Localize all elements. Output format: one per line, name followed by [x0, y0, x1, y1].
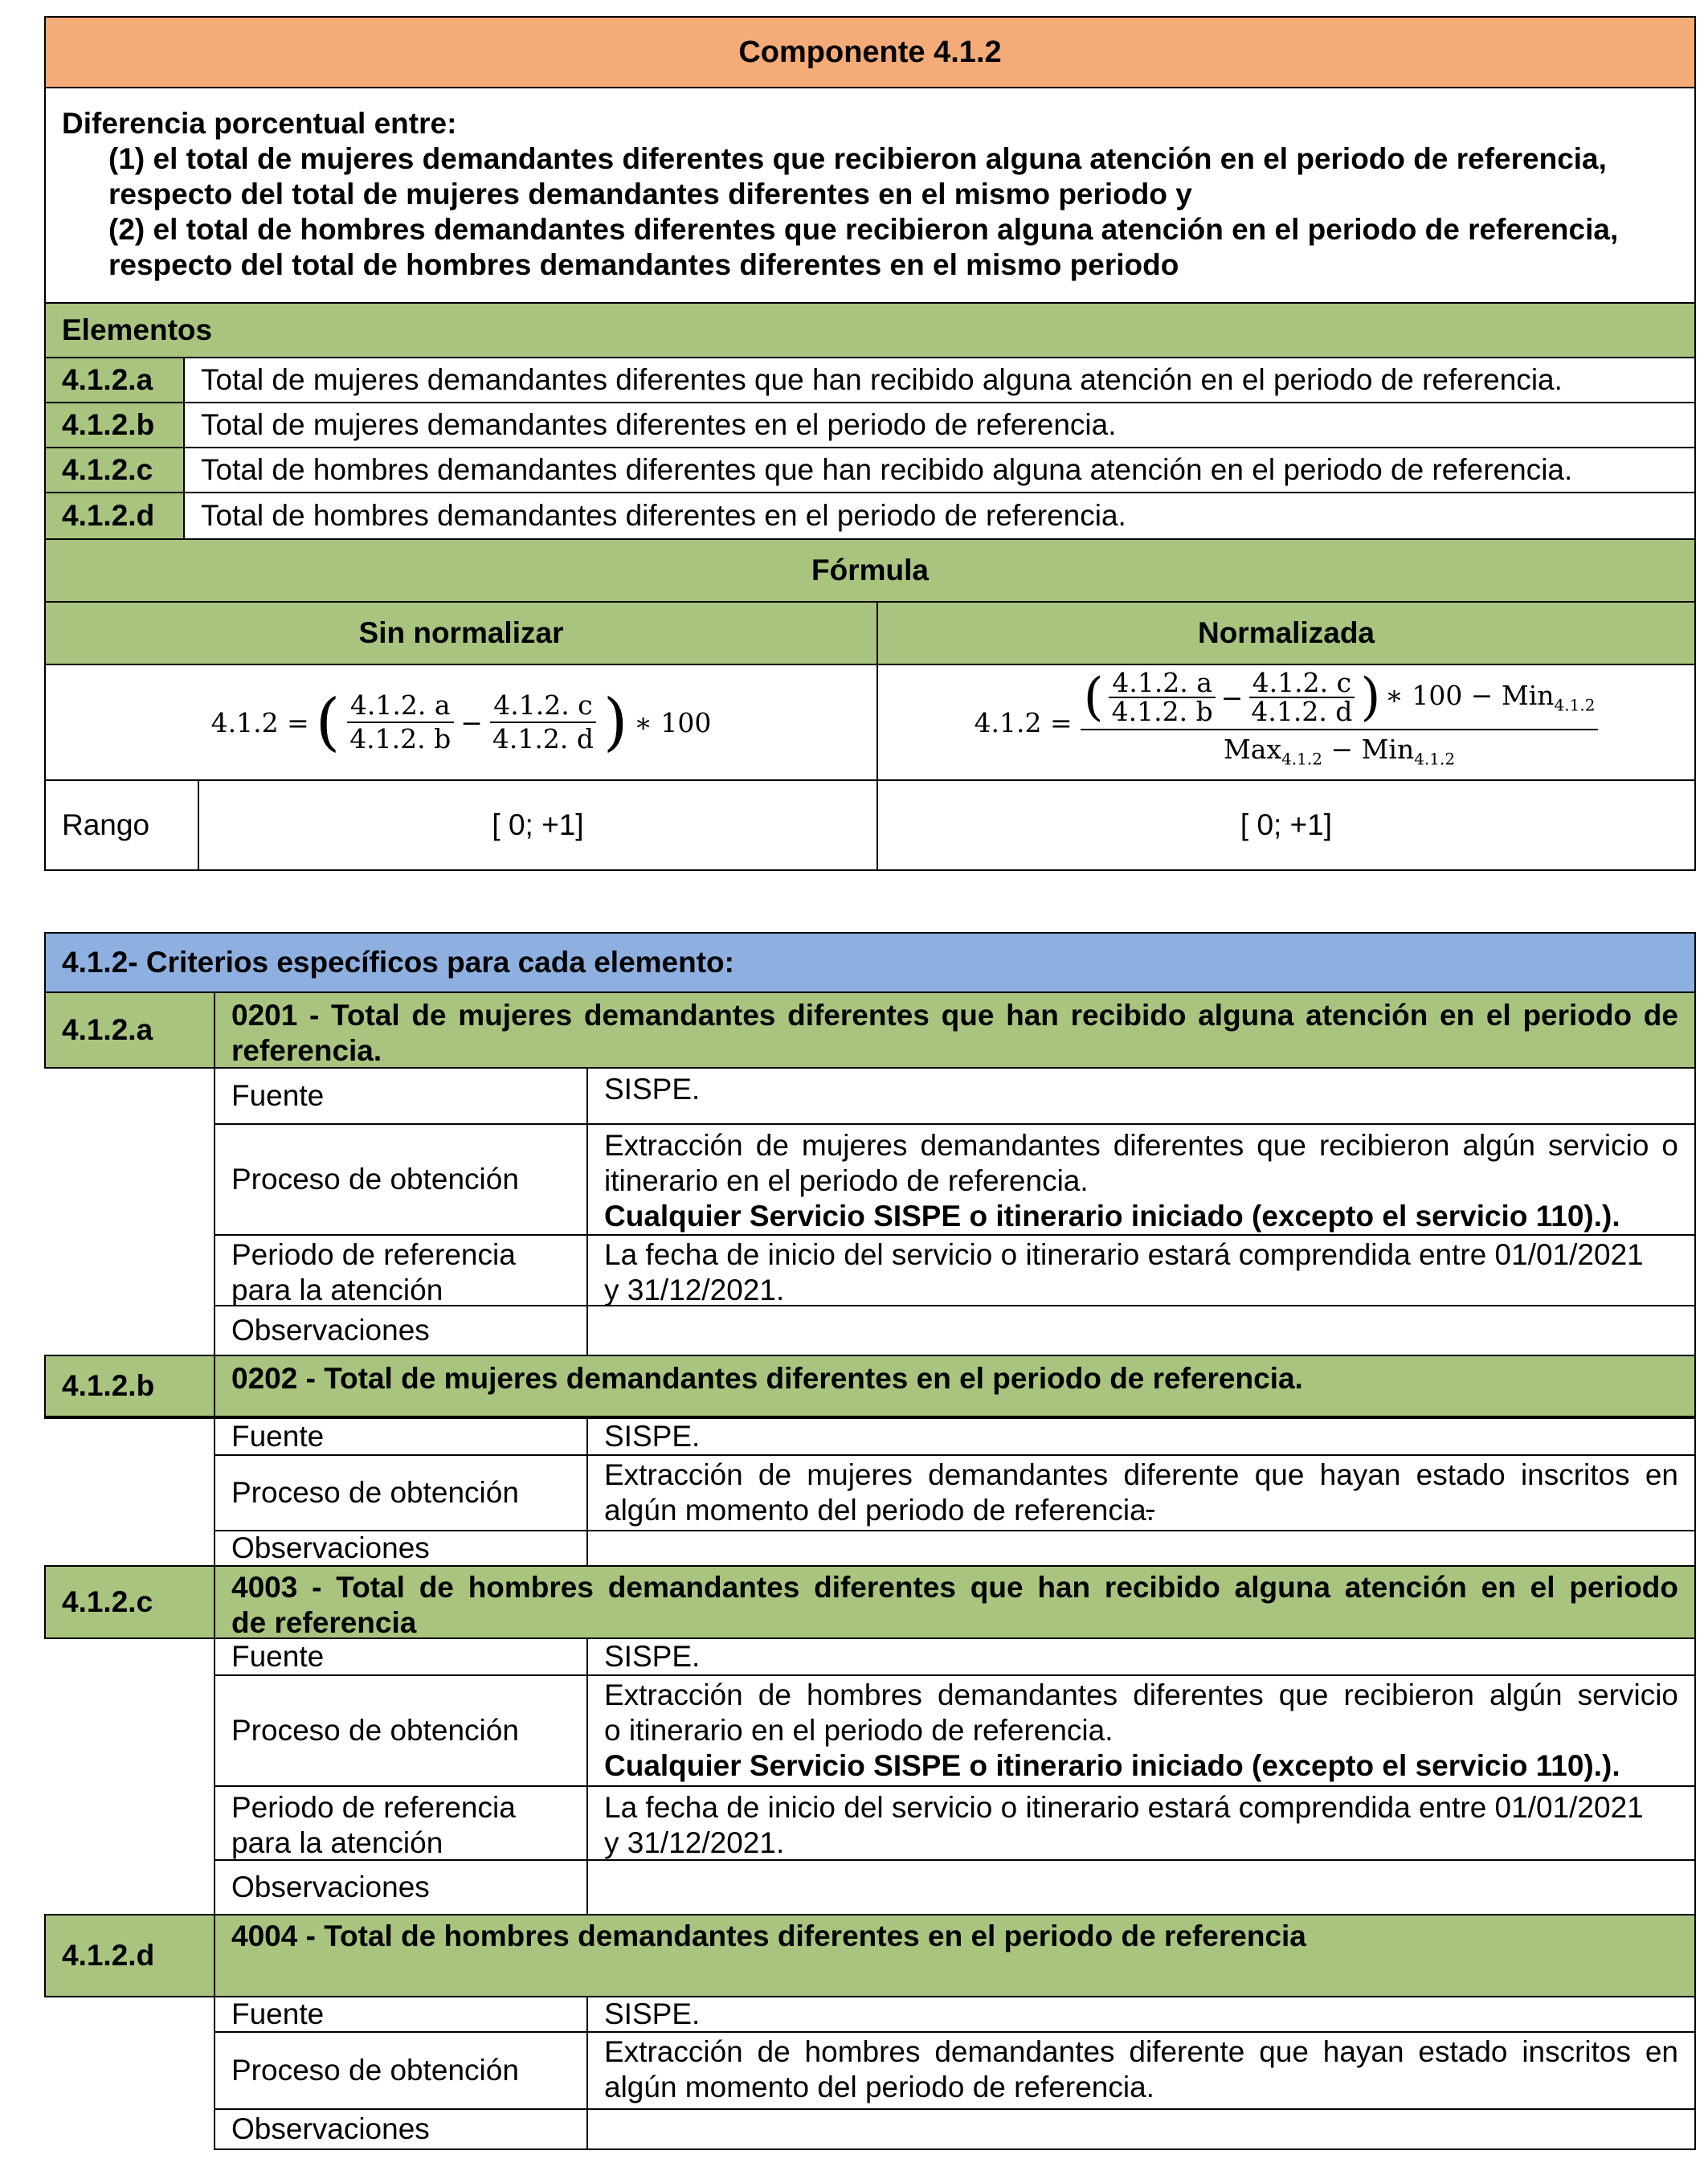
- rango-sin-normalizar: [ 0; +1]: [198, 779, 878, 871]
- element-text: Total de hombres demandantes diferentes que han recibido alguna atención en el periodo de referencia.: [183, 447, 1696, 493]
- left-paren: (: [315, 686, 341, 758]
- element-code: 4.1.2.c: [44, 447, 185, 493]
- max-subscript: 4.1.2: [1281, 749, 1322, 769]
- criteria-title: 0202 - Total de mujeres demandantes diferentes en el periodo de referencia.: [214, 1355, 1696, 1419]
- formula-header: Fórmula: [44, 538, 1696, 603]
- observaciones-value: [586, 1859, 1696, 1915]
- criteria-code: 4.1.2.b: [44, 1355, 215, 1419]
- periodo-line-2: y 31/12/2021.: [604, 1274, 785, 1306]
- denominator-b: 4.1.2. b: [1111, 696, 1213, 728]
- elements-header: Elementos: [44, 302, 1696, 358]
- denominator-b: 4.1.2. b: [349, 723, 452, 754]
- observaciones-label: Observaciones: [214, 1530, 588, 1567]
- proceso-value: [586, 1123, 1696, 1236]
- description-line-4: respecto del total de hombres demandantes diferentes en el mismo periodo: [108, 248, 1179, 281]
- observaciones-value: [586, 1305, 1696, 1356]
- element-text: Total de mujeres demandantes diferentes en el periodo de referencia.: [183, 402, 1696, 448]
- fuente-label: Fuente: [214, 1067, 588, 1125]
- criteria-title: [214, 991, 1696, 1069]
- rango-label: Rango: [44, 779, 199, 871]
- criteria-title: [214, 1565, 1696, 1639]
- fuente-value: SISPE.: [586, 1067, 1696, 1125]
- description-intro: Diferencia porcentual entre:: [62, 107, 457, 140]
- fuente-label: Fuente: [214, 1637, 588, 1676]
- description-line-3: (2) el total de hombres demandantes diferentes que recibieron alguna atención en el periodo de referencia,: [108, 213, 1619, 246]
- criteria-code: 4.1.2.a: [44, 991, 215, 1069]
- periodo-label-line-1: Periodo de referencia: [231, 1791, 516, 1824]
- proceso-value: [586, 2031, 1696, 2110]
- numerator-c: 4.1.2. c: [490, 689, 595, 723]
- periodo-label: [214, 1785, 588, 1861]
- sin-normalizar-header: Sin normalizar: [44, 601, 878, 665]
- fuente-value: SISPE.: [586, 1996, 1696, 2033]
- times-100: ∗ 100: [634, 706, 712, 738]
- proceso-bold-line: Cualquier Servicio SISPE o itinerario iniciado (excepto el servicio 110).).: [604, 1200, 1620, 1233]
- observaciones-label: Observaciones: [214, 1859, 588, 1915]
- proceso-value: [586, 1674, 1696, 1787]
- fraction-c-d: [1248, 669, 1355, 726]
- proceso-line-2-text: algún momento del periodo de referencia: [604, 1494, 1146, 1527]
- minus-sign: −: [460, 706, 483, 738]
- denominator-d: 4.1.2. d: [492, 723, 594, 754]
- normalized-numerator: [1081, 669, 1599, 730]
- component-description: [44, 87, 1696, 304]
- periodo-line-2: y 31/12/2021.: [604, 1826, 785, 1859]
- min-subscript: 4.1.2: [1414, 749, 1456, 769]
- component-title: Componente 4.1.2: [44, 16, 1696, 88]
- right-paren: ): [603, 686, 628, 758]
- formula-lhs: 4.1.2 =: [974, 706, 1073, 738]
- proceso-line-2: [604, 1493, 1678, 1528]
- element-code: 4.1.2.b: [44, 402, 185, 448]
- fraction-c-d: [489, 689, 597, 755]
- periodo-label-line-2: para la atención: [231, 1274, 443, 1306]
- math-expression: [210, 686, 712, 758]
- criteria-title-line-1: 0201 - Total de mujeres demandantes diferentes que han recibido alguna atención en el periodo de: [231, 999, 1678, 1032]
- proceso-line-2: algún momento del periodo de referencia.: [604, 2071, 1154, 2103]
- periodo-label-line-1: Periodo de referencia: [231, 1238, 516, 1271]
- criteria-header: 4.1.2- Criterios específicos para cada elemento:: [44, 932, 1696, 993]
- criteria-code: 4.1.2.d: [44, 1914, 215, 1997]
- proceso-line-1: Extracción de hombres demandantes diferentes que recibieron algún servicio: [604, 1678, 1678, 1711]
- description-line-2: respecto del total de mujeres demandantes diferentes en el mismo periodo y: [108, 178, 1192, 211]
- normalizada-header: Normalizada: [876, 601, 1696, 665]
- fuente-value: SISPE.: [586, 1637, 1696, 1676]
- max-term: Max: [1224, 734, 1282, 766]
- proceso-label: Proceso de obtención: [214, 2031, 588, 2110]
- struck-period: .: [1146, 1494, 1154, 1527]
- proceso-line-2: itinerario en el periodo de referencia.: [604, 1164, 1089, 1197]
- numerator-a: 4.1.2. a: [347, 689, 454, 723]
- element-code: 4.1.2.d: [44, 492, 185, 540]
- min-subscript: 4.1.2: [1554, 696, 1596, 715]
- minus-min: − Min: [1322, 734, 1415, 766]
- element-code: 4.1.2.a: [44, 357, 185, 403]
- description-line-1: (1) el total de mujeres demandantes diferentes que recibieron alguna atención en el periodo de referencia,: [108, 142, 1607, 175]
- periodo-value: [586, 1234, 1696, 1306]
- periodo-label: [214, 1234, 588, 1306]
- minus-sign: −: [1220, 681, 1244, 713]
- proceso-line-1: Extracción de mujeres demandantes diferentes que recibieron algún servicio o: [604, 1129, 1678, 1162]
- numerator-a: 4.1.2. a: [1109, 669, 1216, 698]
- proceso-line-1: Extracción de hombres demandantes diferente que hayan estado inscritos en: [604, 2035, 1678, 2068]
- right-paren: ): [1360, 668, 1381, 728]
- math-expression-normalized: [975, 669, 1599, 775]
- proceso-label: Proceso de obtención: [214, 1674, 588, 1787]
- element-text: Total de hombres demandantes diferentes en el periodo de referencia.: [183, 492, 1696, 540]
- rango-normalizada: [ 0; +1]: [876, 779, 1696, 871]
- periodo-label-line-2: para la atención: [231, 1826, 443, 1859]
- fuente-value: SISPE.: [586, 1417, 1696, 1456]
- fraction-a-b: [1109, 669, 1216, 726]
- normalized-denominator: [1220, 730, 1458, 775]
- proceso-line-1: Extracción de mujeres demandantes diferente que hayan estado inscritos en: [604, 1458, 1678, 1491]
- criteria-code: 4.1.2.c: [44, 1565, 215, 1639]
- fuente-label: Fuente: [214, 1996, 588, 2033]
- left-paren: (: [1083, 668, 1104, 728]
- criteria-title-line-2: referencia.: [231, 1034, 382, 1067]
- proceso-label: Proceso de obtención: [214, 1454, 588, 1531]
- fraction-a-b: [346, 689, 454, 755]
- times-100-minus-min: ∗ 100 − Min: [1385, 680, 1555, 712]
- element-text: Total de mujeres demandantes diferentes que han recibido alguna atención en el periodo de referencia.: [183, 357, 1696, 403]
- formula-sin-normalizar: [44, 664, 878, 781]
- periodo-value: [586, 1785, 1696, 1861]
- denominator-d: 4.1.2. d: [1251, 696, 1353, 728]
- proceso-bold-line: Cualquier Servicio SISPE o itinerario iniciado (excepto el servicio 110).).: [604, 1749, 1620, 1782]
- formula-normalizada: [876, 664, 1696, 781]
- observaciones-label: Observaciones: [214, 2108, 588, 2150]
- criteria-title-line-1: 4003 - Total de hombres demandantes diferentes que han recibido alguna atención en el periodo: [231, 1571, 1678, 1604]
- formula-lhs: 4.1.2 =: [210, 706, 309, 738]
- observaciones-value: [586, 1530, 1696, 1567]
- proceso-line-2: o itinerario en el periodo de referencia.: [604, 1714, 1113, 1747]
- observaciones-label: Observaciones: [214, 1305, 588, 1356]
- proceso-value: [586, 1454, 1696, 1531]
- fuente-label: Fuente: [214, 1417, 588, 1456]
- normalized-fraction: [1081, 669, 1599, 775]
- periodo-line-1: La fecha de inicio del servicio o itinerario estará comprendida entre 01/01/2021: [604, 1238, 1644, 1271]
- proceso-label: Proceso de obtención: [214, 1123, 588, 1236]
- criteria-title-line-2: de referencia: [231, 1606, 417, 1639]
- criteria-title: 4004 - Total de hombres demandantes diferentes en el periodo de referencia: [214, 1914, 1696, 1997]
- periodo-line-1: La fecha de inicio del servicio o itinerario estará comprendida entre 01/01/2021: [604, 1791, 1644, 1824]
- observaciones-value: [586, 2108, 1696, 2150]
- numerator-c: 4.1.2. c: [1249, 669, 1355, 698]
